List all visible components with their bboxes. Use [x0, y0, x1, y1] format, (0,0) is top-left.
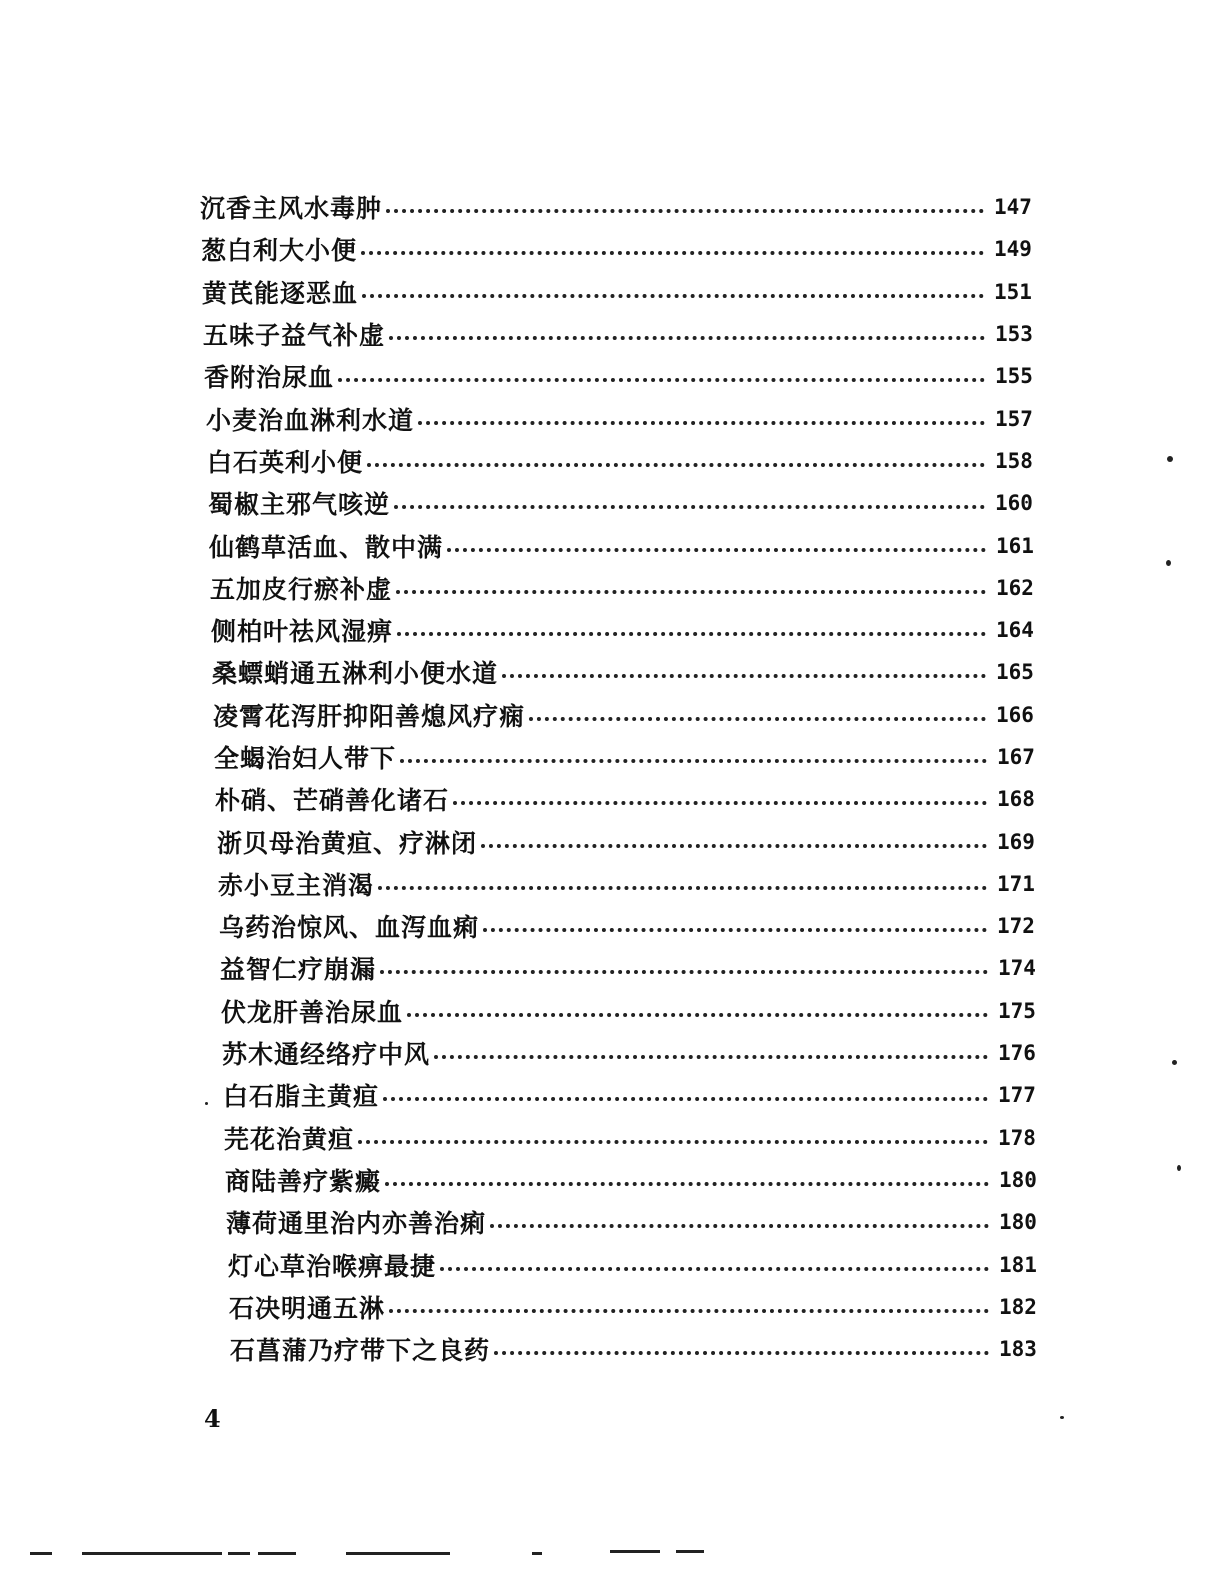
toc-dot-leader: [434, 1055, 988, 1059]
toc-entry-title: 黄芪能逐恶血: [202, 278, 359, 308]
scan-line: [532, 1552, 542, 1555]
toc-entry: [0, 778, 1224, 820]
toc-dot-leader: [380, 970, 988, 974]
toc-dot-leader: [453, 801, 987, 805]
toc-entry: [0, 524, 1224, 566]
scan-speck: [1167, 456, 1173, 462]
scan-speck: [205, 1102, 208, 1105]
toc-entry-title: 侧柏叶祛风湿痹: [211, 617, 394, 647]
toc-entry-page: 151: [994, 279, 1032, 304]
toc-entry-title: 五味子益气补虚: [203, 321, 386, 351]
toc-dot-leader: [367, 463, 985, 467]
toc-entry: [0, 1201, 1224, 1243]
toc-entry: [0, 186, 1224, 228]
toc-dot-leader: [483, 928, 987, 932]
toc-dot-leader: [418, 421, 985, 425]
toc-entry-page: 164: [996, 618, 1034, 643]
toc-entry-page: 158: [995, 448, 1033, 473]
toc-entry-page: 168: [997, 787, 1035, 812]
toc-entry-page: 181: [999, 1252, 1037, 1277]
toc-dot-leader: [502, 674, 986, 678]
toc-dot-leader: [397, 632, 986, 636]
toc-dot-leader: [383, 1097, 988, 1101]
toc-entry-page: 169: [997, 829, 1035, 854]
toc-entry-page: 178: [998, 1125, 1036, 1150]
toc-entry: [0, 609, 1224, 651]
toc-entry-page: 160: [995, 491, 1033, 516]
toc-entry-title: 灯心草治喉痹最捷: [228, 1251, 437, 1281]
scan-line: [82, 1552, 222, 1555]
toc-entry-page: 157: [995, 406, 1033, 431]
toc-dot-leader: [494, 1351, 989, 1355]
scan-line: [228, 1552, 250, 1555]
toc-entry-page: 176: [998, 1041, 1036, 1066]
toc-entry-title: 香附治尿血: [204, 363, 335, 393]
toc-entry-title: 全蝎治妇人带下: [214, 744, 397, 773]
toc-entry: [0, 947, 1224, 989]
toc-entry-title: 乌药治惊风、血泻血痢: [219, 913, 480, 943]
scan-speck: [1172, 1060, 1177, 1065]
scan-line: [610, 1550, 660, 1553]
toc-entry-page: 166: [996, 702, 1034, 727]
scan-speck: [1060, 1416, 1064, 1419]
toc-dot-leader: [407, 1013, 988, 1017]
toc-entry-title: 朴硝、芒硝善化诸石: [215, 786, 450, 816]
toc-dot-leader: [362, 294, 984, 298]
toc-entry-page: 180: [999, 1167, 1037, 1192]
toc-entry: [0, 1074, 1224, 1116]
toc-entry: [0, 820, 1224, 862]
toc-dot-leader: [394, 505, 985, 509]
toc-entry: [0, 313, 1224, 355]
toc-entry-title: 沉香主风水毒肿: [200, 194, 383, 224]
toc-entry-title: 苏木通经络疗中风: [222, 1040, 431, 1070]
scan-line: [258, 1552, 296, 1555]
toc-dot-leader: [361, 251, 984, 255]
toc-entry-title: 益智仁疗崩漏: [220, 955, 377, 985]
toc-entry-page: 167: [997, 745, 1035, 769]
toc-dot-leader: [338, 378, 985, 382]
toc-entry: [0, 1032, 1224, 1074]
toc-entry: [0, 440, 1224, 482]
toc-entry-page: 172: [997, 914, 1035, 939]
toc-entry: [0, 863, 1224, 905]
toc-entry-title: 凌霄花泻肝抑阳善熄风疗痫: [213, 701, 526, 731]
toc-entry-page: 155: [995, 364, 1033, 389]
toc-dot-leader: [529, 717, 986, 721]
toc-entry-page: 175: [998, 998, 1036, 1023]
toc-entry: [0, 1286, 1224, 1328]
toc-entry: [0, 1328, 1224, 1370]
toc-entry-page: 183: [999, 1337, 1037, 1362]
toc-entry-title: 薄荷通里治内亦善治痢: [226, 1209, 487, 1239]
toc-dot-leader: [481, 844, 987, 848]
toc-entry-page: 182: [999, 1294, 1037, 1319]
toc-entry-title: 五加皮行瘀补虚: [210, 574, 393, 604]
toc-dot-leader: [490, 1224, 989, 1228]
toc-entry-title: 石决明通五淋: [229, 1293, 386, 1323]
toc-entry-title: 白石英利小便: [207, 447, 364, 477]
toc-entry: [0, 1159, 1224, 1201]
scan-line: [676, 1550, 704, 1553]
scan-line: [30, 1552, 52, 1555]
toc-dot-leader: [358, 1140, 988, 1144]
toc-dot-leader: [396, 590, 986, 594]
toc-dot-leader: [400, 759, 987, 763]
toc-entry-page: 174: [998, 956, 1036, 981]
toc-dot-leader: [385, 1182, 989, 1186]
toc-entry: [0, 651, 1224, 693]
toc-dot-leader: [386, 209, 984, 213]
toc-entry: [0, 736, 1224, 778]
toc-entry-page: 161: [996, 533, 1034, 558]
toc-entry: [0, 397, 1224, 439]
toc-entry-title: 白石脂主黄疸: [223, 1082, 380, 1112]
toc-entry: [0, 567, 1224, 609]
toc-entry: [0, 355, 1224, 397]
toc-dot-leader: [389, 336, 985, 340]
toc-entry-page: 149: [994, 237, 1032, 262]
scan-line: [346, 1552, 450, 1555]
toc-entry-page: 147: [994, 195, 1032, 220]
toc-dot-leader: [440, 1267, 989, 1271]
toc-entry-page: 165: [996, 660, 1034, 685]
toc-entry-title: 浙贝母治黄疸、疗淋闭: [217, 828, 478, 858]
toc-entry-page: 171: [997, 871, 1035, 896]
toc-entry-title: 仙鹤草活血、散中满: [209, 532, 444, 562]
toc-dot-leader: [447, 548, 986, 552]
scan-speck: [1177, 1165, 1181, 1171]
toc-entry: [0, 905, 1224, 947]
toc-entry: [0, 1117, 1224, 1159]
toc-entry: [0, 271, 1224, 313]
toc-entry-title: 商陆善疗紫癜: [225, 1166, 382, 1196]
toc-entry: [0, 990, 1224, 1032]
toc-entry-title: 蜀椒主邪气咳逆: [208, 490, 391, 520]
toc-dot-leader: [389, 1309, 989, 1313]
page-number: 4: [204, 1404, 221, 1433]
toc-entry-title: 石菖蒲乃疗带下之良药: [230, 1336, 491, 1366]
toc-entry-page: 180: [999, 1210, 1037, 1235]
toc-entry: [0, 228, 1224, 270]
toc-entry: [0, 482, 1224, 524]
scan-speck: [1166, 560, 1171, 566]
table-of-contents: [0, 186, 1224, 1370]
toc-entry-title: 桑螵蛸通五淋利小便水道: [212, 659, 499, 689]
toc-dot-leader: [378, 886, 987, 890]
toc-entry-page: 177: [998, 1083, 1036, 1108]
toc-entry-title: 伏龙肝善治尿血: [221, 997, 404, 1027]
toc-entry: [0, 694, 1224, 736]
toc-entry-title: 葱白利大小便: [201, 236, 358, 266]
toc-entry-title: 赤小豆主消渴: [218, 870, 375, 900]
toc-entry-page: 162: [996, 575, 1034, 600]
toc-entry-page: 153: [995, 322, 1033, 347]
toc-entry: [0, 1243, 1224, 1285]
toc-entry-title: 芫花治黄疸: [224, 1124, 355, 1154]
toc-entry-title: 小麦治血淋利水道: [206, 405, 415, 435]
